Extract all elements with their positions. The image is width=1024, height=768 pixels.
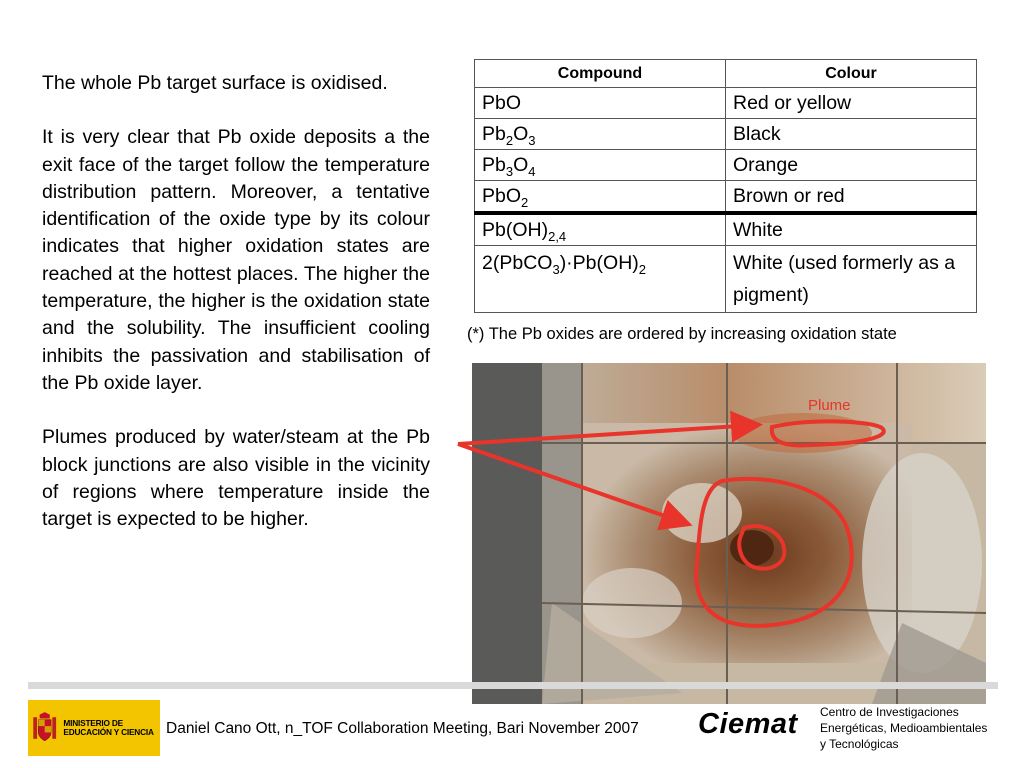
colour-cell: White (used formerly as a pigment): [726, 246, 977, 313]
compound-cell: PbO: [475, 88, 726, 119]
target-photo: [472, 363, 986, 704]
body-text: [42, 70, 430, 560]
paragraph-2: It is very clear that Pb oxide deposits a the exit face of the target follow the temperature distribution pattern. Moreover, a tentative identification of the oxide type by its colour indicates that higher oxidation states are reached at the hottest places. The higher the temperature, the higher is the oxidation state and the solubility. The insufficient cooling inhibits the passivation and stabilisation of the Pb oxide layer.: [42, 126, 430, 394]
compound-cell: $Pb_2O_3$: [475, 119, 726, 150]
ciemat-desc-line-2: Energéticas, Medioambientales: [820, 721, 988, 735]
table-row: [475, 213, 977, 246]
table-row: [475, 181, 977, 214]
coat-of-arms-icon: [32, 703, 57, 753]
colour-cell: Orange: [726, 150, 977, 181]
ciemat-logo: Ciemat: [698, 708, 798, 740]
ministerio-logo-text: MINISTERIO DE EDUCACIÓN Y CIENCIA: [63, 717, 154, 737]
footer-credit: Daniel Cano Ott, n_TOF Collaboration Meeting, Bari November 2007: [166, 720, 639, 737]
ministerio-logo: [28, 700, 160, 756]
ciemat-desc-line-1: Centro de Investigaciones: [820, 705, 959, 719]
colour-cell: Black: [726, 119, 977, 150]
plume-label: Plume: [808, 397, 851, 414]
paragraph-3: Plumes produced by water/steam at the Pb block junctions are also visible in the vicinity of regions where temperature inside the target is expected to be higher.: [42, 426, 430, 531]
colour-cell: Brown or red: [726, 181, 977, 214]
compound-cell: $2(PbCO_3)\cdot Pb(OH)_2$: [475, 246, 726, 313]
compound-cell: $Pb_3O_4$: [475, 150, 726, 181]
header-compound: Compound: [475, 60, 726, 88]
colour-cell: Red or yellow: [726, 88, 977, 119]
target-photo-image: [472, 363, 986, 704]
header-colour: Colour: [726, 60, 977, 88]
colour-cell: White: [726, 213, 977, 246]
ciemat-desc-line-3: y Tecnológicas: [820, 737, 899, 751]
table-row: [475, 246, 977, 313]
compound-cell: $Pb(OH)_{2,4}$: [475, 213, 726, 246]
footer-divider: [28, 682, 998, 689]
table-row: [475, 150, 977, 181]
paragraph-1: The whole Pb target surface is oxidised.: [42, 72, 388, 94]
table-footnote: (*) The Pb oxides are ordered by increasing oxidation state: [467, 325, 897, 343]
compound-cell: PbO$_2$: [475, 181, 726, 214]
oxide-colour-table: [474, 59, 977, 313]
table-row: [475, 119, 977, 150]
ciemat-description: [820, 704, 987, 752]
table-header-row: [475, 60, 977, 88]
table-body: [475, 88, 977, 313]
table-row: [475, 88, 977, 119]
